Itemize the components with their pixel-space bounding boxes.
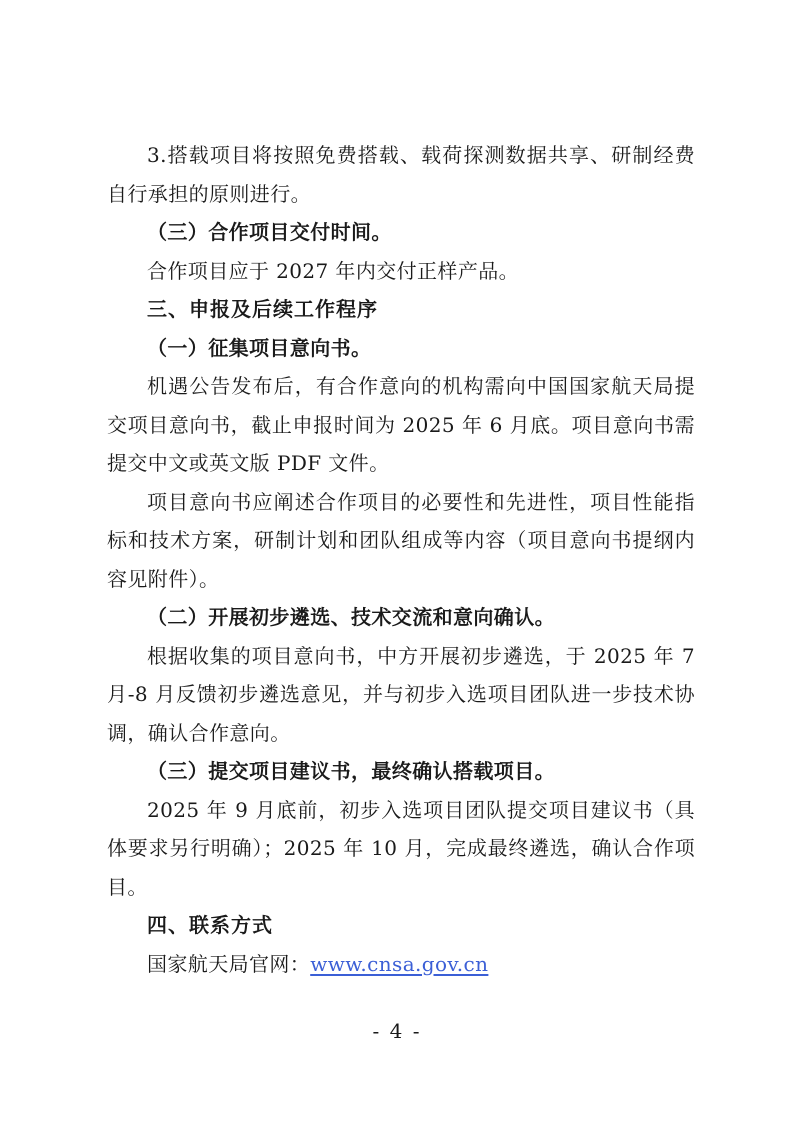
cnsa-website-link[interactable]: www.cnsa.gov.cn (310, 951, 489, 976)
item-3-paragraph: 3.搭载项目将按照免费搭载、载荷探测数据共享、研制经费自行承担的原则进行。 (107, 143, 695, 206)
section-heading-3: 三、申报及后续工作程序 (147, 297, 378, 321)
subheading-delivery-time: （三）合作项目交付时间。 (147, 220, 392, 244)
preliminary-selection-paragraph: 根据收集的项目意向书，中方开展初步遴选，于 2025 年 7 月-8 月反馈初步遴选意见，并与初步入选项目团队进一步技术协调，确认合作意向。 (107, 643, 695, 745)
contact-label: 国家航天局官网： (147, 951, 311, 976)
subheading-proposal: （三）提交项目建议书，最终确认搭载项目。 (147, 759, 555, 783)
collect-intent-paragraph: 机遇公告发布后，有合作意向的机构需向中国国家航天局提交项目意向书，截止申报时间为 2025 年 6 月底。项目意向书需提交中文或英文版 PDF 文件。 (107, 374, 695, 475)
delivery-time-paragraph: 合作项目应于 2027 年内交付正样产品。 (147, 258, 520, 283)
subheading-collect-intent: （一）征集项目意向书。 (147, 335, 372, 360)
intent-content-paragraph: 项目意向书应阐述合作项目的必要性和先进性，项目性能指标和技术方案，研制计划和团队组成等内容（项目意向书提纲内容见附件）。 (107, 489, 695, 591)
document-body (107, 136, 695, 983)
subheading-preliminary-selection: （二）开展初步遴选、技术交流和意向确认。 (147, 605, 555, 629)
proposal-paragraph: 2025 年 9 月底前，初步入选项目团队提交项目建议书（具体要求另行明确）；2025 年 10 月，完成最终遴选，确认合作项目。 (107, 797, 695, 899)
page-number: - 4 - (372, 1019, 422, 1043)
contact-line (107, 945, 695, 984)
section-heading-4: 四、联系方式 (147, 913, 273, 937)
